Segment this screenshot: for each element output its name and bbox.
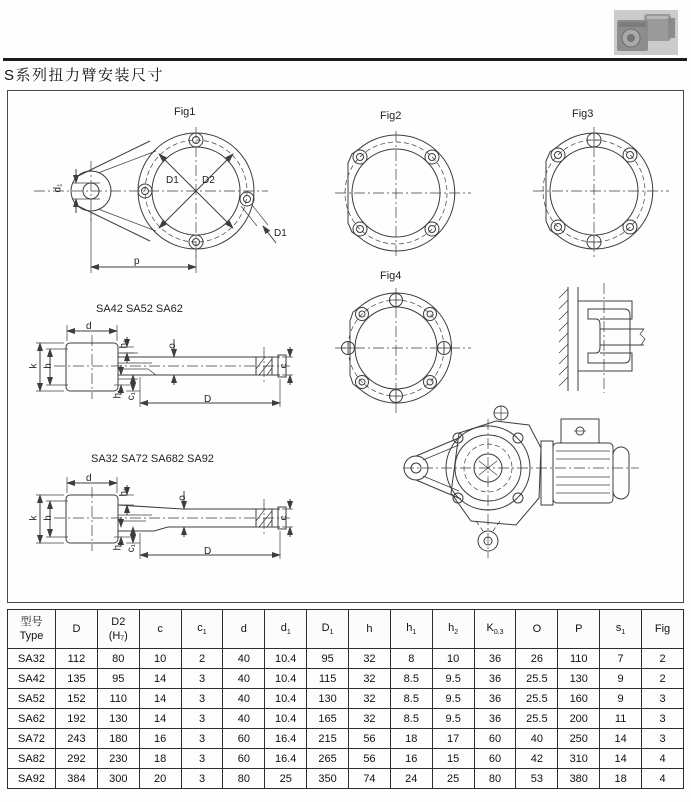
table-cell: 3 [642,689,684,709]
table-cell: 32 [349,689,391,709]
drawings-panel [7,90,684,603]
table-cell: 56 [349,729,391,749]
fig1-drawing [28,121,328,281]
header-rule [3,58,687,61]
side-b-caption: SA32 SA72 SA682 SA92 [91,453,214,465]
table-cell: SA62 [8,709,56,729]
table-cell: 25.5 [516,689,558,709]
bracket-section-drawing [546,281,646,396]
page-title: S系列扭力臂安装尺寸 [4,67,165,84]
table-row [8,749,684,769]
fig1-dim-D2: D2 [202,175,215,186]
side-view-b-drawing [34,469,294,564]
table-cell: 95 [97,669,139,689]
side-a-dim-c1: c₁ [126,391,138,401]
table-cell: 384 [56,769,98,789]
table-cell: 80 [474,769,516,789]
side-b-dim-d: d [86,473,92,484]
table-cell: 3 [181,689,223,709]
table-cell: 25.5 [516,669,558,689]
side-b-dim-k: k [28,515,40,521]
table-cell: 110 [97,689,139,709]
side-a-dim-h1-top: h₁ [118,339,130,349]
table-cell: 3 [181,749,223,769]
table-row [8,769,684,789]
side-b-dim-c1: c₁ [126,543,138,553]
side-b-dim-h1: h₁ [112,541,124,551]
table-cell: 26 [516,649,558,669]
table-cell: 3 [181,669,223,689]
table-cell: 32 [349,649,391,669]
table-cell: SA52 [8,689,56,709]
gearmotor-photo [613,7,679,57]
table-cell: 24 [390,769,432,789]
table-cell: 56 [349,749,391,769]
table-cell: 16.4 [265,729,307,749]
table-cell: 8.5 [390,669,432,689]
table-cell: 9.5 [432,709,474,729]
table-cell: 10 [139,649,181,669]
table-cell: 53 [516,769,558,789]
column-header: $h_1$ [390,610,432,649]
fig1-dim-D1: D1 [166,175,179,186]
table-cell: 2 [642,669,684,689]
table-cell: SA32 [8,649,56,669]
column-header: $d_1$ [265,610,307,649]
table-cell: 9.5 [432,669,474,689]
table-cell: 9 [600,689,642,709]
column-header: $h_2$ [432,610,474,649]
table-cell: 265 [307,749,349,769]
side-b-dim-D: D [204,546,212,557]
table-cell: 292 [56,749,98,769]
column-header: $D_1$ [307,610,349,649]
side-a-dim-D: D [204,394,212,405]
table-cell: 10.4 [265,669,307,689]
table-cell: 17 [432,729,474,749]
side-view-a-drawing [34,319,294,411]
side-b-dim-c: c [278,515,290,521]
column-header: D [56,610,98,649]
table-cell: 18 [139,749,181,769]
table-cell: 40 [223,649,265,669]
dimension-table [7,609,684,789]
column-header: h [349,610,391,649]
table-cell: 14 [600,729,642,749]
assembly-drawing [401,403,646,568]
table-cell: 36 [474,649,516,669]
column-header: D2 (H₇) [97,610,139,649]
table-cell: 3 [642,729,684,749]
table-cell: 40 [223,669,265,689]
table-cell: 10.4 [265,649,307,669]
table-cell: 40 [223,709,265,729]
table-cell: 9 [600,669,642,689]
table-cell: SA42 [8,669,56,689]
fig2-drawing [333,121,473,276]
table-cell: 3 [181,709,223,729]
table-cell: 60 [223,729,265,749]
table-cell: 32 [349,709,391,729]
table-cell: 14 [139,709,181,729]
table-cell: 200 [558,709,600,729]
table-cell: 16 [390,749,432,769]
column-header: $s_1$ [600,610,642,649]
side-b-dim-h: h [42,515,54,521]
table-body [8,649,684,789]
table-cell: 10 [432,649,474,669]
table-cell: SA72 [8,729,56,749]
table-cell: 130 [307,689,349,709]
table-cell: 2 [181,649,223,669]
column-header: $K_{0.3}$ [474,610,516,649]
side-a-dim-o: o [166,343,178,349]
table-cell: 115 [307,669,349,689]
table-cell: 80 [97,649,139,669]
side-b-dim-o: o [176,495,188,501]
table-row [8,709,684,729]
column-header: $c_1$ [181,610,223,649]
fig1-caption: Fig1 [174,106,196,118]
table-cell: 18 [390,729,432,749]
table-cell: 25 [432,769,474,789]
table-cell: SA82 [8,749,56,769]
table-cell: 160 [558,689,600,709]
table-cell: 60 [474,749,516,769]
table-cell: 192 [56,709,98,729]
table-cell: 215 [307,729,349,749]
table-cell: 300 [97,769,139,789]
table-cell: 20 [139,769,181,789]
table-row [8,689,684,709]
table-cell: 4 [642,749,684,769]
table-cell: 40 [223,689,265,709]
fig2-caption: Fig2 [380,110,402,122]
table-cell: 350 [307,769,349,789]
column-header: O [516,610,558,649]
column-header: d [223,610,265,649]
table-cell: 8.5 [390,709,432,729]
table-cell: 130 [558,669,600,689]
side-a-dim-d: d [86,321,92,332]
table-cell: 16.4 [265,749,307,769]
table-cell: 60 [223,749,265,769]
table-cell: 250 [558,729,600,749]
table-cell: 9.5 [432,689,474,709]
table-cell: 3 [181,769,223,789]
table-cell: 10.4 [265,709,307,729]
table-cell: 32 [349,669,391,689]
table-header-row [8,610,684,649]
table-cell: 152 [56,689,98,709]
column-header: P [558,610,600,649]
side-a-dim-c: c [278,363,290,369]
table-cell: 42 [516,749,558,769]
table-cell: 3 [642,709,684,729]
fig3-drawing [531,119,671,274]
table-cell: 36 [474,709,516,729]
table-cell: 112 [56,649,98,669]
table-cell: 10.4 [265,689,307,709]
table-cell: 11 [600,709,642,729]
table-cell: 3 [181,729,223,749]
table-cell: 8 [390,649,432,669]
table-cell: 380 [558,769,600,789]
table-cell: 14 [139,669,181,689]
table-cell: 36 [474,669,516,689]
table-cell: 15 [432,749,474,769]
fig1-dim-D1-right: D1 [274,228,287,239]
table-row [8,669,684,689]
side-a-dim-h: h [42,363,54,369]
side-a-dim-k: k [28,363,40,369]
table-cell: 230 [97,749,139,769]
table-cell: 18 [600,769,642,789]
table-row [8,729,684,749]
fig1-dim-p: p [134,256,140,267]
table-cell: 74 [349,769,391,789]
table-cell: 95 [307,649,349,669]
table-cell: 2 [642,649,684,669]
table-cell: 4 [642,769,684,789]
table-cell: 14 [139,689,181,709]
table-cell: 60 [474,729,516,749]
table-cell: 16 [139,729,181,749]
table-cell: 80 [223,769,265,789]
table-cell: SA92 [8,769,56,789]
fig1-dim-d1: d₁ [52,183,64,193]
table-cell: 8.5 [390,689,432,709]
fig4-caption: Fig4 [380,270,402,282]
column-header: Fig [642,610,684,649]
side-b-dim-h1-top: h₁ [118,487,130,497]
table-cell: 310 [558,749,600,769]
fig3-caption: Fig3 [572,108,594,120]
table-cell: 40 [516,729,558,749]
table-cell: 110 [558,649,600,669]
table-cell: 135 [56,669,98,689]
side-a-dim-h1: h₁ [112,389,124,399]
side-a-caption: SA42 SA52 SA62 [96,303,183,315]
table-cell: 180 [97,729,139,749]
column-header: 型号 Type [8,610,56,649]
table-cell: 25 [265,769,307,789]
table-cell: 25.5 [516,709,558,729]
table-row [8,649,684,669]
table-cell: 243 [56,729,98,749]
table-cell: 7 [600,649,642,669]
table-cell: 14 [600,749,642,769]
column-header: c [139,610,181,649]
table-cell: 130 [97,709,139,729]
table-cell: 36 [474,689,516,709]
table-cell: 165 [307,709,349,729]
